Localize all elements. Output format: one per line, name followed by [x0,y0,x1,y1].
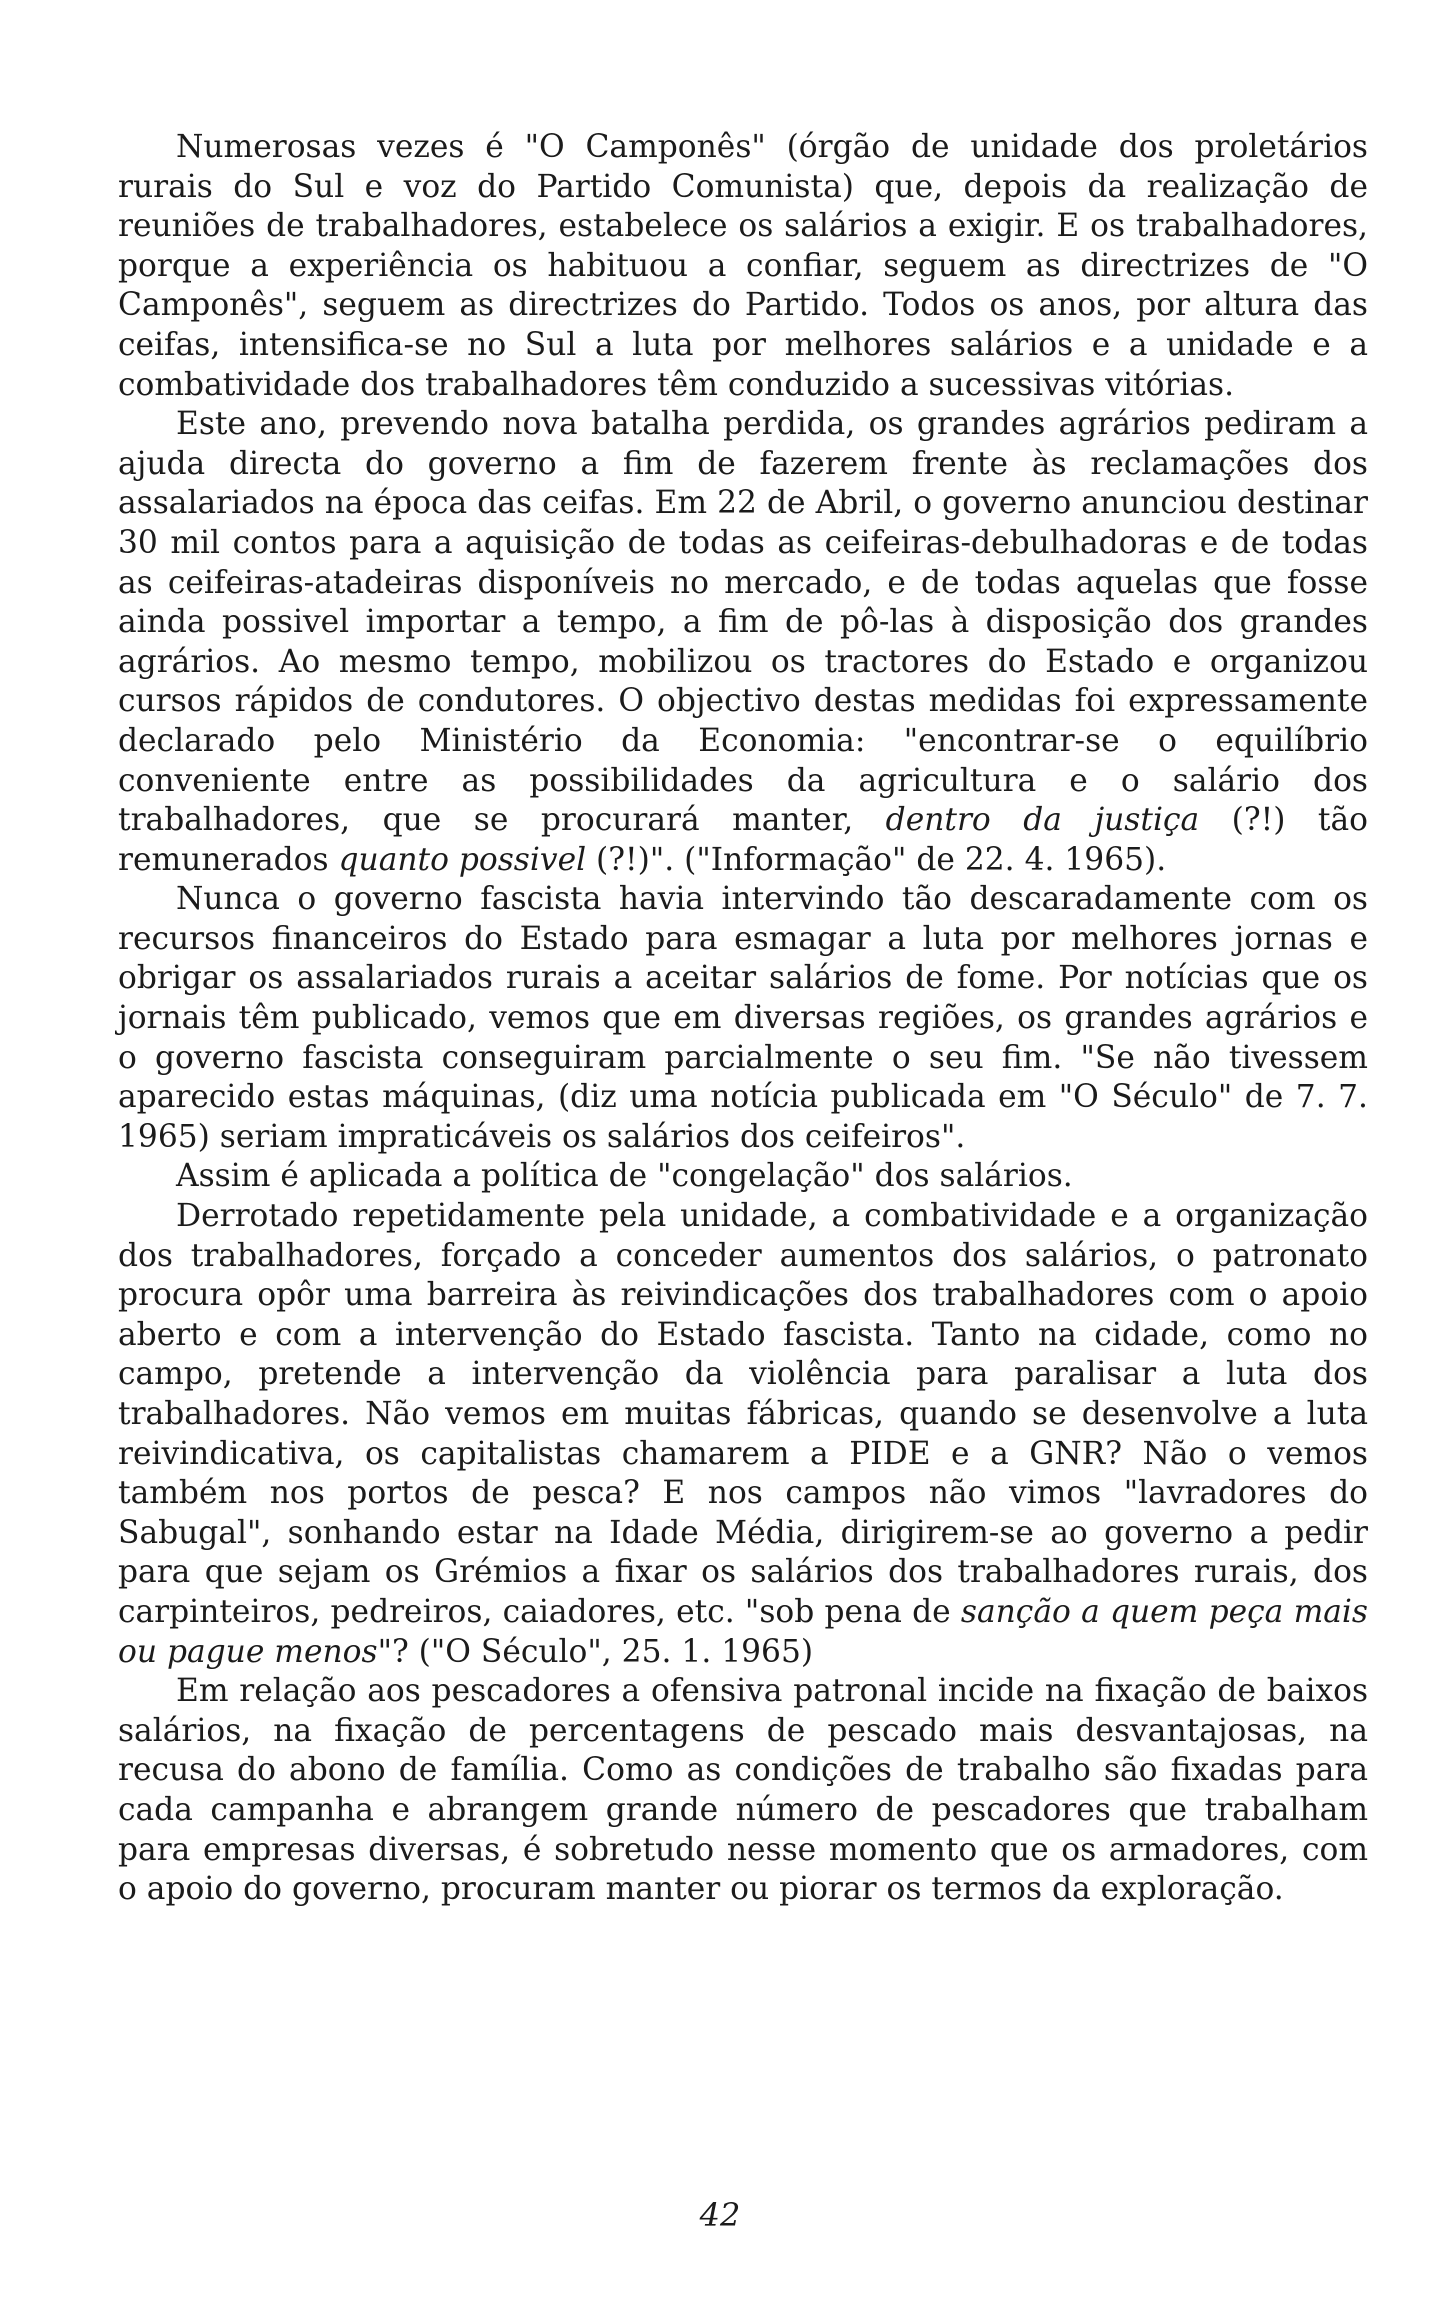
text-segment: Em relação aos pescadores a ofensiva patronal incide na fixação de baixos salários, na fixação de percentagens de pescado mais desvantajosas, na recusa do abono de família. Como as condições de trabalho são fixadas para cada campanha e abrangem grande número de pescadores que trabalham para empresas diversas, é sobretudo nesse momento que os armadores, com o apoio do governo, procuram manter ou piorar os termos da exploração. [118,1673,1368,1908]
italic-text: dentro da justiça [885,802,1200,839]
text-segment: (?!) tão remunerados [118,802,1368,878]
paragraph [118,405,1368,880]
text-segment: Este ano, prevendo nova batalha perdida, os grandes agrários pediram a ajuda directa do governo a fim de fazerem frente às reclamações dos assalariados na época das ceifas. Em 22 de Abril, o governo anunciou destinar 30 mil contos para a aquisição de todas as ceifeiras-debulhadoras e de todas as ceifeiras-atadeiras disponíveis no mercado, e de todas aquelas que fosse ainda possivel importar a tempo, a fim de pô-las à disposição dos grandes agrários. Ao mesmo tempo, mobilizou os tractores do Estado e organizou cursos rápidos de condutores. O objectivo destas medidas foi expressamente declarado pelo Ministério da Economia: "encontrar-se o equilíbrio conveniente entre as possibilidades da agricultura e o salário dos trabalhadores, que se procurará manter, [118,406,1368,839]
text-segment: Nunca o governo fascista havia intervindo tão descaradamente com os recursos financeiros do Estado para esmagar a luta por melhores jornas e obrigar os assalariados rurais a aceitar salários de fome. Por notícias que os jornais têm publicado, vemos que em diversas regiões, os grandes agrários e o governo fascista conseguiram parcialmente o seu fim. "Se não tivessem aparecido estas máquinas, (diz uma notícia publicada em "O Século" de 7. 7. 1965) seriam impraticáveis os salários dos ceifeiros". [118,881,1368,1155]
italic-text: quanto possivel [338,841,587,878]
paragraph [118,880,1368,1157]
paragraph [118,1197,1368,1672]
page-body-text [118,128,1368,1910]
paragraph [118,1157,1368,1197]
paragraph [118,1672,1368,1910]
text-segment: Numerosas vezes é "O Camponês" (órgão de unidade dos proletários rurais do Sul e voz do Partido Comunista) que, depois da realização de reuniões de trabalhadores, estabelece os salários a exigir. E os trabalhadores, porque a experiência os habituou a confiar, seguem as directrizes de "O Camponês", seguem as directrizes do Partido. Todos os anos, por altura das ceifas, intensifica-se no Sul a luta por melhores salários e a unidade e a combatividade dos trabalhadores têm conduzido a sucessivas vitórias. [118,129,1368,403]
italic-text: sanção a quem peça mais ou pague menos [118,1593,1368,1670]
paragraph [118,128,1368,405]
text-segment: Derrotado repetidamente pela unidade, a combatividade e a organização dos trabalhadores, forçado a conceder aumentos dos salários, o patronato procura opôr uma barreira às reivindicações dos trabalhadores com o apoio aberto e com a intervenção do Estado fascista. Tanto na cidade, como no campo, pretende a intervenção da violência para paralisar a luta dos trabalhadores. Não vemos em muitas fábricas, quando se desenvolve a luta reivindicativa, os capitalistas chamarem a PIDE e a GNR? Não o vemos também nos portos de pesca? E nos campos não vimos "lavradores do Sabugal", sonhando estar na Idade Média, dirigirem-se ao governo a pedir para que sejam os Grémios a fixar os salários dos trabalhadores rurais, dos carpinteiros, pedreiros, caiadores, etc. "sob pena de [118,1198,1368,1630]
page-number: 42 [699,2196,741,2234]
text-segment: (?!)". ("Informação" de 22. 4. 1965). [586,841,1167,878]
text-segment: Assim é aplicada a política de "congelação" dos salários. [176,1158,1073,1195]
text-segment: "? ("O Século", 25. 1. 1965) [377,1633,814,1670]
